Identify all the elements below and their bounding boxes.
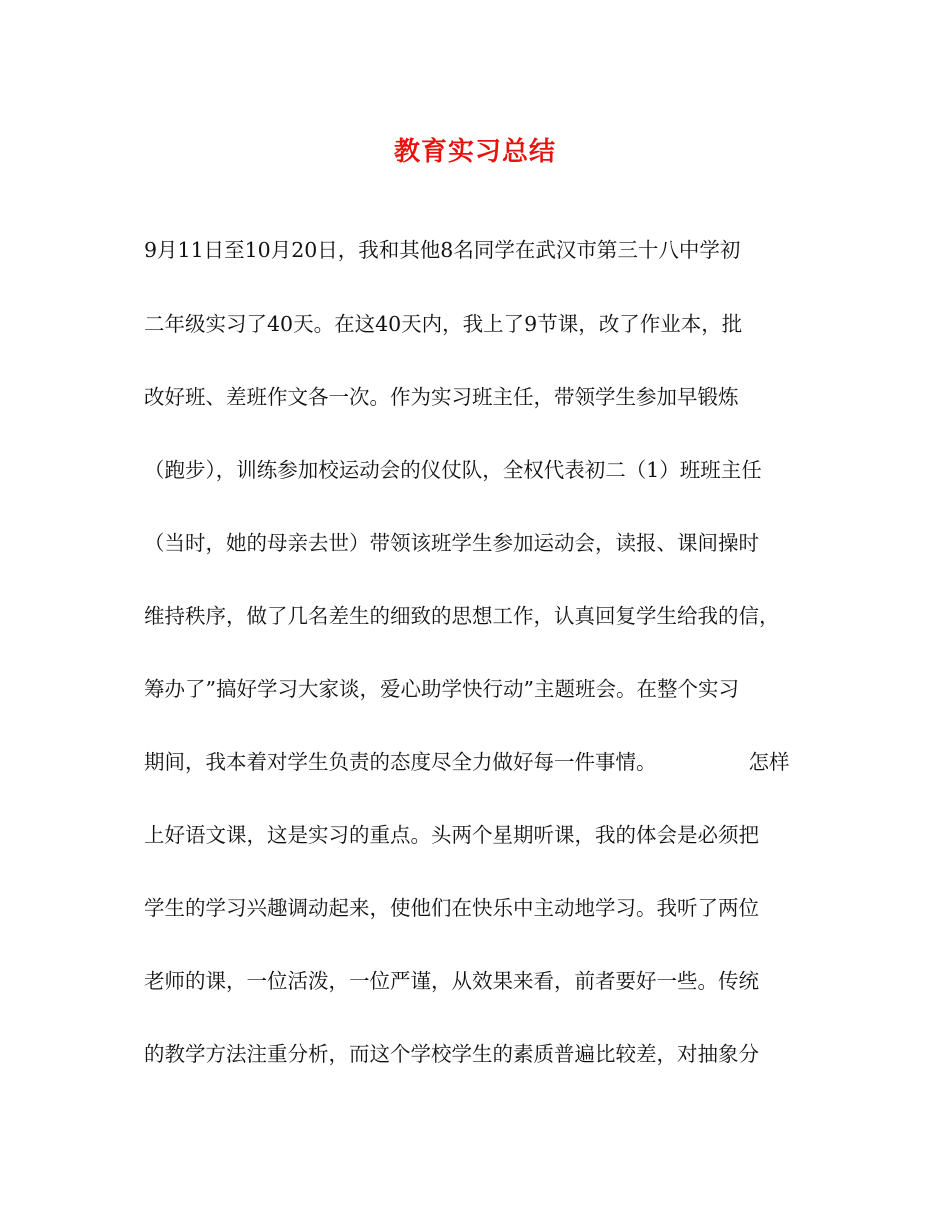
text-line-content: 9月11日至10月20日，我和其他8名同学在武汉市第三十八中学初 — [144, 238, 741, 262]
text-line — [144, 669, 809, 709]
text-line-content: 的教学方法注重分析，而这个学校学生的素质普遍比较差，对抽象分 — [144, 1042, 759, 1066]
text-line-content: 改好班、差班作文各一次。作为实习班主任，带领学生参加早锻炼 — [144, 385, 739, 409]
text-line — [144, 742, 809, 782]
text-line — [144, 523, 809, 563]
text-line-content: 二年级实习了40天。在这40天内，我上了9节课，改了作业本，批 — [144, 312, 743, 336]
text-line-content: （跑步），训练参加校运动会的仪仗队，全权代表初二（1）班班主任 — [144, 458, 762, 482]
text-line-content: 老师的课，一位活泼，一位严谨，从效果来看，前者要好一些。传统 — [144, 969, 759, 993]
text-line-content: 学生的学习兴趣调动起来，使他们在快乐中主动地学习。我听了两位 — [144, 896, 759, 920]
text-line — [144, 596, 809, 636]
text-line — [144, 450, 809, 490]
paragraph-start: 怎样 — [748, 750, 790, 774]
document-title: 教育实习总结 — [393, 137, 556, 167]
text-line-content: 维持秩序，做了几名差生的细致的思想工作，认真回复学生给我的信， — [144, 604, 780, 628]
text-line — [144, 230, 809, 270]
text-line — [144, 304, 809, 344]
text-line — [144, 961, 809, 1001]
text-line-content: （当时，她的母亲去世）带领该班学生参加运动会，读报、课间操时 — [144, 531, 759, 555]
text-line — [144, 815, 809, 855]
text-line — [144, 888, 809, 928]
text-line-content: 筹办了”搞好学习大家谈，爱心助学快行动”主题班会。在整个实习 — [144, 677, 739, 701]
text-line-content: 期间，我本着对学生负责的态度尽全力做好每一件事情。 — [144, 750, 657, 774]
text-line — [144, 1034, 809, 1074]
text-line — [144, 377, 809, 417]
text-line-content: 上好语文课，这是实习的重点。头两个星期听课，我的体会是必须把 — [144, 823, 759, 847]
